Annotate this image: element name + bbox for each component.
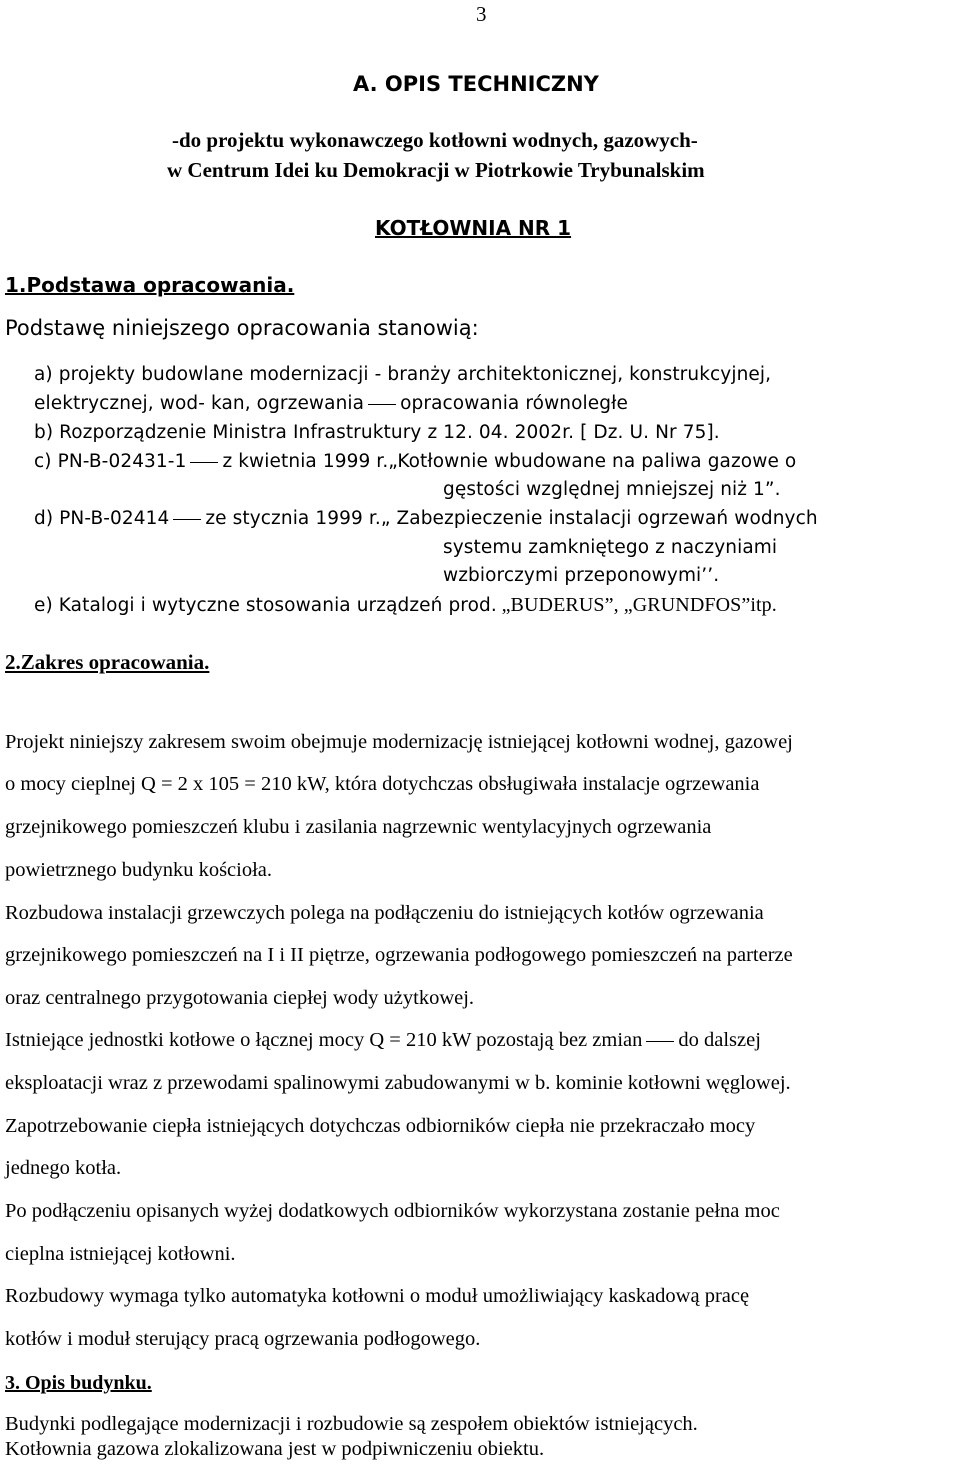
section-1-intro: Podstawę niniejszego opracowania stanowią: [5,316,479,340]
body-line: kotłów i moduł sterujący pracą ogrzewania podłogowego. [5,1328,481,1350]
body-line: Kotłownia gazowa zlokalizowana jest w podpiwniczeniu obiektu. [5,1438,545,1460]
list-item-d-date: ze stycznia 1999 r. [205,508,381,529]
list-item-d-title-1: „ Zabezpieczenie instalacji ogrzewań wodnych [380,508,818,529]
list-item-d-title-3: wzbiorczymi przeponowymi’’. [443,565,720,586]
section-3-heading: 3. Opis budynku. [5,1372,152,1394]
list-item-e-right: „BUDERUS”, „GRUNDFOS”itp. [501,594,777,616]
body-line: oraz centralnego przygotowania ciepłej wody użytkowej. [5,987,475,1009]
list-item-c-date: z kwietnia 1999 r. [222,451,389,472]
body-line: jednego kotła. [5,1157,122,1179]
list-item-e [34,594,777,617]
list-item-d-label: d) PN-B-02414 [34,508,170,529]
list-item-c-title-1: „Kotłownie wbudowane na paliwa gazowe o [388,451,797,472]
body-line-part: Istniejące jednostki kotłowe o łącznej mocy Q = 210 kW pozostają bez zmian [5,1029,643,1051]
list-item-d-line-1 [34,508,818,530]
subtitle-line-1: -do projektu wykonawczego kotłowni wodnych, gazowych- [172,128,698,152]
body-line: Projekt niniejszy zakresem swoim obejmuje modernizację istniejącej kotłowni wodnej, gazowej [5,731,793,753]
subtitle-line-2: w Centrum Idei ku Demokracji w Piotrkowie Trybunalskim [167,158,705,182]
body-line: cieplna istniejącej kotłowni. [5,1243,236,1265]
body-line: Po podłączeniu opisanych wyżej dodatkowych odbiorników wykorzystana zostanie pełna moc [5,1200,780,1222]
document-title: A. OPIS TECHNICZNY [353,72,599,96]
list-item-d-title-2: systemu zamkniętego z naczyniami [443,537,778,558]
list-item-c-line-1 [34,451,796,473]
body-line: grzejnikowego pomieszczeń na I i II piętrze, ogrzewania podłogowego pomieszczeń na parterze [5,944,793,966]
list-item-b-text: b) Rozporządzenie Ministra Infrastruktury z 12. 04. 2002r. [ Dz. U. Nr 75]. [34,422,720,443]
list-item-b [34,422,720,443]
list-item-c-title-2: gęstości względnej mniejszej niż 1”. [443,479,781,500]
body-line: o mocy cieplnej Q = 2 x 105 = 210 kW, która dotychczas obsługiwała instalacje ogrzewania [5,773,760,795]
body-line: Budynki podlegające modernizacji i rozbudowie są zespołem obiektów istniejących. [5,1413,698,1435]
list-item-a-line-2 [34,393,628,414]
list-item-a-right: opracowania równoległe [400,393,628,414]
list-item-a-left: elektrycznej, wod- kan, ogrzewania [34,393,365,414]
body-line: grzejnikowego pomieszczeń klubu i zasilania nagrzewnic wentylacyjnych ogrzewania [5,816,712,838]
dash-separator [190,462,218,463]
section-2-heading: 2.Zakres opracowania. [5,650,210,674]
body-line: eksploatacji wraz z przewodami spalinowymi zabudowanymi w b. kominie kotłowni węglowej. [5,1072,791,1094]
body-line [5,1029,761,1052]
body-line: Rozbudowy wymaga tylko automatyka kotłowni o moduł umożliwiający kaskadową pracę [5,1285,750,1307]
dash-separator [646,1041,674,1042]
dash-separator [173,519,201,520]
body-line: Zapotrzebowanie ciepła istniejących dotychczas odbiorników ciepła nie przekraczało mocy [5,1115,756,1137]
dash-separator [368,404,396,405]
list-item-e-left: e) Katalogi i wytyczne stosowania urządzeń prod. [34,595,497,616]
list-item-c-label: c) PN-B-02431-1 [34,451,187,472]
body-line: powietrznego budynku kościoła. [5,859,273,881]
page-number: 3 [476,2,487,26]
boiler-room-title: KOTŁOWNIA NR 1 [375,216,572,240]
section-1-heading: 1.Podstawa opracowania. [5,273,295,297]
body-line-part: do dalszej [678,1029,761,1051]
list-item-a-line-1: a) projekty budowlane modernizacji - branży architektonicznej, konstrukcyjnej, [34,364,772,385]
body-line: Rozbudowa instalacji grzewczych polega na podłączeniu do istniejących kotłów ogrzewania [5,902,764,924]
